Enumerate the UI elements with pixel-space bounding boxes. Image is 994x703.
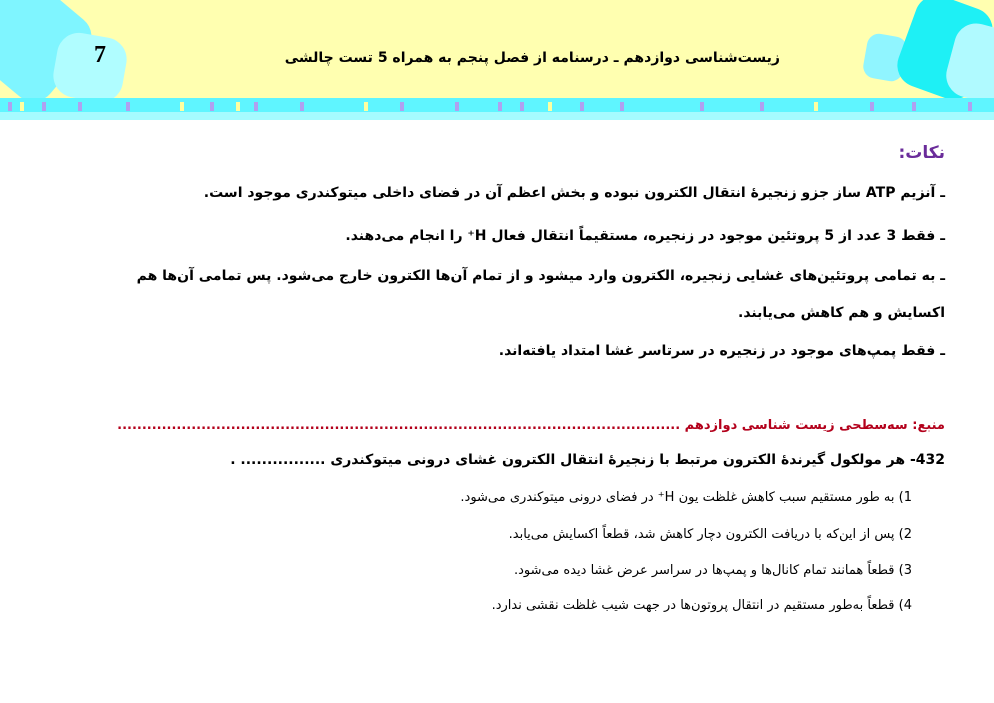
stripe-tick (300, 102, 304, 111)
stripe-tick (498, 102, 502, 111)
stripe-tick (126, 102, 130, 111)
page-number: 7 (94, 42, 106, 68)
stripe-tick (814, 102, 818, 111)
source-line: منبع: سه‌سطحی زیست شناسی دوازدهم .................................................................................................................. (117, 418, 945, 433)
answer-option-4: 4) قطعاً به‌طور مستقیم در انتقال پروتون‌ها در جهت شیب غلظت نقشی ندارد. (491, 598, 912, 613)
stripe-tick (400, 102, 404, 111)
stripe-tick (620, 102, 624, 111)
stripe-tick (42, 102, 46, 111)
stripe-tick (8, 102, 12, 111)
stripe-tick (455, 102, 459, 111)
note-item: ـ فقط پمپ‌های موجود در زنجیره در سرتاسر غشا امتداد یافته‌اند. (498, 343, 945, 359)
stripe-tick (968, 102, 972, 111)
page-header (0, 0, 994, 100)
note-item: اکسایش و هم کاهش می‌یابند. (738, 305, 945, 321)
question-text: 432- هر مولکول گیرندهٔ الکترون مرتبط با زنجیرهٔ انتقال الکترون غشای درونی میتوکندری ................ . (230, 452, 945, 468)
stripe-tick (236, 102, 240, 111)
note-item: ـ آنزیم ATP ساز جزو زنجیرهٔ انتقال الکترون نبوده و بخش اعظم آن در فضای داخلی میتوکندری موجود است. (203, 185, 945, 201)
answer-option-1: 1) به طور مستقیم سبب کاهش غلظت یون H⁺ در فضای درونی میتوکندری می‌شود. (460, 490, 912, 505)
stripe-tick (254, 102, 258, 111)
stripe-tick (700, 102, 704, 111)
stripe-tick (580, 102, 584, 111)
stripe-tick (20, 102, 24, 111)
stripe-tick (520, 102, 524, 111)
stripe-tick (78, 102, 82, 111)
answer-option-3: 3) قطعاً همانند تمام کانال‌ها و پمپ‌ها در سراسر عرض غشا دیده می‌شود. (513, 563, 912, 578)
notes-title: نکات: (898, 143, 945, 163)
stripe-tick (548, 102, 552, 111)
page-title: زیست‌شناسی دوازدهم ـ درسنامه از فصل پنجم به همراه 5 تست چالشی (284, 50, 780, 66)
stripe-tick (210, 102, 214, 111)
note-item: ـ فقط 3 عدد از 5 پروتئین موجود در زنجیره، مستقیماً انتقال فعال H⁺ را انجام می‌دهند. (345, 228, 945, 244)
stripe-tick (760, 102, 764, 111)
stripe-tick (912, 102, 916, 111)
answer-option-2: 2) پس از این‌که با دریافت الکترون دچار کاهش شد، قطعاً اکسایش می‌یابد. (508, 527, 912, 542)
header-stripe (0, 112, 994, 120)
stripe-tick (180, 102, 184, 111)
note-item: ـ به تمامی پروتئین‌های غشایی زنجیره، الکترون وارد میشود و از تمام آن‌ها الکترون خارج می‌شود. پس تمامی آن‌ها هم (136, 268, 945, 284)
decorative-shape (50, 29, 130, 105)
stripe-tick (870, 102, 874, 111)
stripe-tick (364, 102, 368, 111)
